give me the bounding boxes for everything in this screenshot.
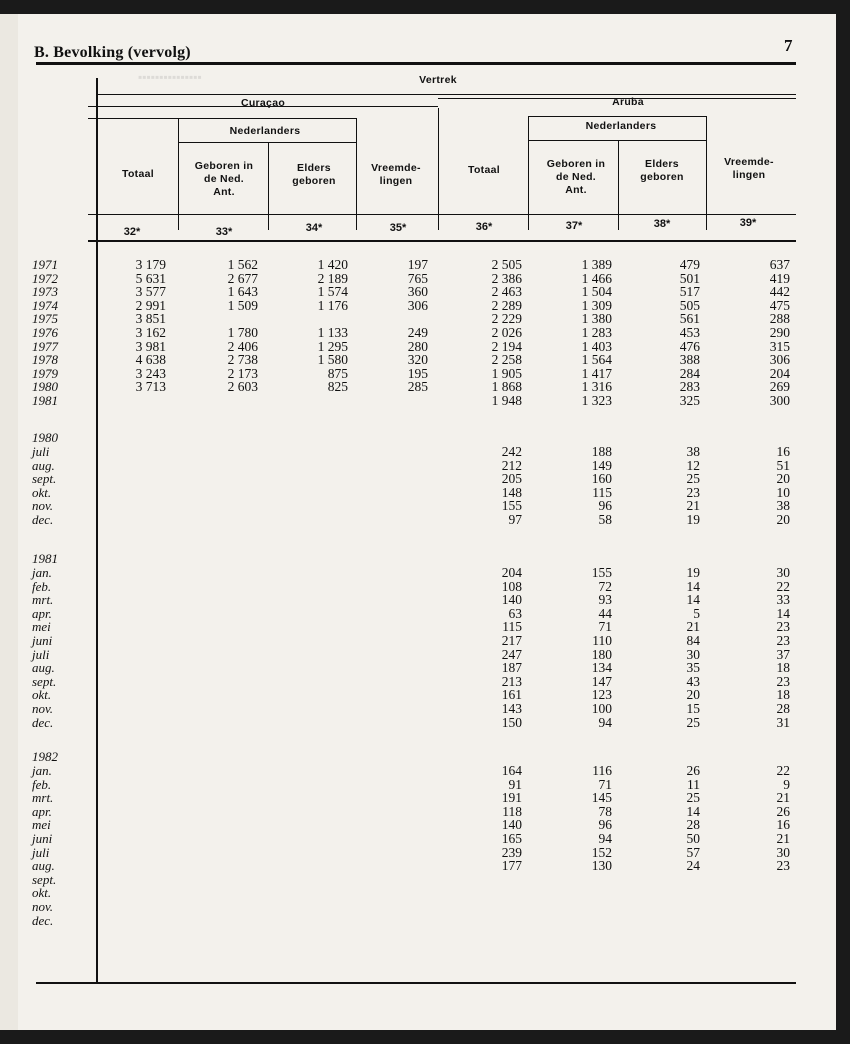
annual-col-34-cell: 1 574 bbox=[317, 284, 348, 300]
column-number-39: 39* bbox=[739, 217, 757, 229]
m1982-year-label: 1982 bbox=[32, 749, 58, 764]
m1981-col-38-cell: 30 bbox=[686, 646, 700, 662]
m1980-col-37-cell: 58 bbox=[598, 512, 612, 527]
m1981-col-39-cell: 31 bbox=[776, 714, 790, 730]
col-divider-39 bbox=[706, 116, 707, 230]
annual-row-label: 1972 bbox=[32, 270, 58, 286]
annual-col-38-cell: 284 bbox=[679, 365, 700, 381]
annual-col-38-cell: 501 bbox=[679, 270, 700, 286]
annual-col-32-cell: 3 243 bbox=[135, 365, 166, 381]
annual-col-38-cell: 476 bbox=[679, 338, 700, 354]
m1980-col-37-cell: 96 bbox=[598, 498, 612, 514]
m1980-row-label: okt. bbox=[32, 484, 52, 500]
annual-col-39-cell: 290 bbox=[769, 325, 790, 340]
m1980-col-38-cell: 25 bbox=[686, 471, 700, 487]
m1981-col-37-cell: 155 bbox=[591, 565, 612, 580]
m1980-col-36-cell: 205 bbox=[501, 471, 522, 487]
m1982-col-38-cell: 14 bbox=[686, 803, 700, 819]
annual-col-36-cell: 2 463 bbox=[491, 284, 522, 300]
annual-col-38-cell: 453 bbox=[679, 325, 700, 340]
m1982-col-39-cell: 30 bbox=[776, 844, 790, 860]
m1981-row-label: jan. bbox=[32, 565, 52, 580]
annual-col-37-cell: 1 417 bbox=[581, 365, 612, 381]
m1981-col-37-cell: 147 bbox=[591, 673, 612, 689]
m1981-row-label: juli bbox=[32, 646, 50, 662]
annual-col-33-cell: 1 509 bbox=[227, 297, 258, 313]
m1982-col-36-cell: 164 bbox=[501, 763, 522, 778]
annual-col-37-cell: 1 283 bbox=[581, 325, 612, 340]
annual-row-label: 1975 bbox=[32, 311, 58, 327]
annual-col-35-cell: 197 bbox=[407, 257, 428, 272]
column-number-37: 37* bbox=[565, 220, 583, 232]
nl-curacao-rule bbox=[88, 118, 356, 119]
annual-col-36-cell: 1 868 bbox=[491, 379, 522, 395]
annual-col-36-cell: 2 026 bbox=[491, 325, 522, 340]
m1980-col-39-cell: 51 bbox=[776, 457, 790, 473]
m1981-col-37-cell: 134 bbox=[591, 660, 612, 676]
m1981-row-label: aug. bbox=[32, 660, 55, 676]
m1981-col-39-cell: 37 bbox=[776, 646, 790, 662]
annual-col-37-cell: 1 380 bbox=[581, 311, 612, 327]
annual-col-39-cell: 637 bbox=[769, 257, 790, 272]
m1982-col-38-cell: 24 bbox=[686, 858, 700, 874]
m1981-col-39-cell: 23 bbox=[776, 633, 790, 648]
m1981-col-39-cell: 28 bbox=[776, 701, 790, 716]
m1982-col-39-cell: 26 bbox=[776, 803, 790, 819]
header-geboren-curacao: Geboren in de Ned. Ant. bbox=[194, 160, 254, 198]
m1982-col-38-cell: 25 bbox=[686, 790, 700, 806]
column-number-34: 34* bbox=[305, 222, 323, 234]
annual-col-35-cell: 249 bbox=[407, 325, 428, 340]
m1982-row-label: sept. bbox=[32, 871, 57, 887]
m1981-col-37-cell: 71 bbox=[598, 619, 612, 635]
annual-col-37-cell: 1 389 bbox=[581, 257, 612, 272]
header-totaal-curacao: Totaal bbox=[122, 168, 154, 180]
annual-col-35-cell: 320 bbox=[407, 352, 428, 368]
m1982-row-label: mrt. bbox=[32, 790, 54, 806]
m1981-row-label: feb. bbox=[32, 578, 52, 594]
m1980-row-label: sept. bbox=[32, 471, 57, 487]
annual-col-33-cell: 1 780 bbox=[227, 325, 258, 340]
header-vreemdelingen-aruba: Vreemde- lingen bbox=[724, 156, 774, 181]
annual-col-36-cell: 2 505 bbox=[491, 257, 522, 272]
m1981-row-label: okt. bbox=[32, 687, 52, 703]
m1982-row-label: dec. bbox=[32, 912, 54, 928]
annual-col-37-cell: 1 316 bbox=[581, 379, 612, 395]
m1982-col-37-cell: 78 bbox=[598, 803, 612, 819]
m1982-row-label: apr. bbox=[32, 803, 52, 819]
m1981-col-36-cell: 217 bbox=[501, 633, 522, 648]
m1980-year-label: 1980 bbox=[32, 430, 58, 445]
m1981-col-37-cell: 44 bbox=[598, 605, 612, 621]
column-number-rule bbox=[88, 240, 796, 242]
m1982-col-38-cell: 11 bbox=[687, 776, 700, 792]
header-elders-aruba: Elders geboren bbox=[640, 158, 684, 183]
annual-col-32-cell: 3 179 bbox=[135, 257, 166, 272]
show-through-text: ▪▪▪▪▪▪▪▪▪▪▪▪▪▪▪ bbox=[138, 70, 202, 84]
annual-col-33-cell: 2 406 bbox=[227, 338, 258, 354]
m1981-col-39-cell: 14 bbox=[776, 605, 790, 621]
m1982-col-37-cell: 130 bbox=[591, 858, 612, 874]
column-number-32: 32* bbox=[123, 226, 141, 238]
m1980-col-39-cell: 20 bbox=[776, 512, 790, 527]
m1980-col-39-cell: 38 bbox=[776, 498, 790, 514]
m1982-row-label: juli bbox=[32, 844, 50, 860]
m1981-col-39-cell: 23 bbox=[776, 619, 790, 635]
annual-col-39-cell: 306 bbox=[769, 352, 790, 368]
m1980-row-label: aug. bbox=[32, 457, 55, 473]
m1981-col-36-cell: 204 bbox=[501, 565, 522, 580]
m1982-col-39-cell: 9 bbox=[783, 776, 790, 792]
m1981-col-37-cell: 72 bbox=[598, 578, 612, 594]
annual-col-34-cell: 1 176 bbox=[317, 297, 348, 313]
annual-col-39-cell: 269 bbox=[769, 379, 790, 395]
m1982-col-37-cell: 152 bbox=[591, 844, 612, 860]
m1982-col-36-cell: 177 bbox=[501, 858, 522, 874]
m1980-col-37-cell: 115 bbox=[592, 484, 612, 500]
m1982-row-label: okt. bbox=[32, 885, 52, 901]
m1981-col-38-cell: 84 bbox=[686, 633, 700, 648]
bottom-rule bbox=[36, 982, 796, 984]
m1980-col-38-cell: 38 bbox=[686, 444, 700, 459]
annual-col-39-cell: 419 bbox=[769, 270, 790, 286]
m1982-col-36-cell: 140 bbox=[501, 817, 522, 833]
m1981-col-39-cell: 33 bbox=[776, 592, 790, 608]
m1982-col-38-cell: 28 bbox=[686, 817, 700, 833]
m1981-col-36-cell: 140 bbox=[501, 592, 522, 608]
m1982-row-label: mei bbox=[32, 817, 51, 833]
annual-col-34-cell: 875 bbox=[327, 365, 348, 381]
column-number-38: 38* bbox=[653, 218, 671, 230]
annual-col-38-cell: 325 bbox=[679, 393, 700, 408]
column-number-33: 33* bbox=[215, 226, 233, 238]
m1982-col-38-cell: 50 bbox=[686, 831, 700, 846]
annual-col-35-cell: 285 bbox=[407, 379, 428, 395]
annual-col-34-cell: 1 295 bbox=[317, 338, 348, 354]
m1981-col-37-cell: 94 bbox=[598, 714, 612, 730]
m1981-col-39-cell: 22 bbox=[776, 578, 790, 594]
annual-col-34-cell: 825 bbox=[327, 379, 348, 395]
m1982-row-label: aug. bbox=[32, 858, 55, 874]
col-divider-34 bbox=[268, 142, 269, 230]
annual-col-38-cell: 283 bbox=[679, 379, 700, 395]
annual-col-37-cell: 1 323 bbox=[581, 393, 612, 408]
m1981-row-label: juni bbox=[32, 633, 53, 648]
m1982-col-38-cell: 26 bbox=[686, 763, 700, 778]
m1981-col-36-cell: 161 bbox=[501, 687, 522, 703]
m1981-row-label: mrt. bbox=[32, 592, 54, 608]
annual-col-32-cell: 2 991 bbox=[135, 297, 166, 313]
m1982-col-37-cell: 96 bbox=[598, 817, 612, 833]
annual-row-label: 1976 bbox=[32, 325, 58, 340]
m1981-col-38-cell: 5 bbox=[693, 605, 700, 621]
page-number: 7 bbox=[784, 36, 793, 55]
annual-col-37-cell: 1 466 bbox=[581, 270, 612, 286]
annual-col-33-cell: 1 562 bbox=[227, 257, 258, 272]
annual-col-35-cell: 306 bbox=[407, 297, 428, 313]
m1981-col-36-cell: 108 bbox=[501, 578, 522, 594]
m1981-col-38-cell: 14 bbox=[686, 592, 700, 608]
annual-col-35-cell: 765 bbox=[407, 270, 428, 286]
m1980-col-36-cell: 148 bbox=[501, 484, 522, 500]
annual-col-38-cell: 561 bbox=[679, 311, 700, 327]
nl-aruba-rule bbox=[528, 116, 706, 117]
m1981-col-36-cell: 213 bbox=[501, 673, 522, 689]
annual-row-label: 1978 bbox=[32, 352, 58, 368]
document-page bbox=[18, 14, 836, 1030]
m1980-col-39-cell: 16 bbox=[776, 444, 790, 459]
m1981-col-39-cell: 30 bbox=[776, 565, 790, 580]
annual-col-38-cell: 505 bbox=[679, 297, 700, 313]
nl-curacao-sub-rule bbox=[178, 142, 356, 143]
section-title: B. Bevolking (vervolg) bbox=[34, 44, 191, 61]
m1980-col-39-cell: 20 bbox=[776, 471, 790, 487]
m1982-col-37-cell: 94 bbox=[598, 831, 612, 846]
m1982-col-36-cell: 118 bbox=[502, 803, 522, 819]
annual-col-32-cell: 5 631 bbox=[135, 270, 166, 286]
curacao-aruba-divider bbox=[438, 108, 439, 230]
m1982-col-39-cell: 21 bbox=[776, 831, 790, 846]
m1982-row-label: feb. bbox=[32, 776, 52, 792]
annual-col-37-cell: 1 504 bbox=[581, 284, 612, 300]
annual-col-36-cell: 2 229 bbox=[491, 311, 522, 327]
annual-col-39-cell: 442 bbox=[769, 284, 790, 300]
m1980-col-37-cell: 149 bbox=[591, 457, 612, 473]
m1981-col-39-cell: 18 bbox=[776, 660, 790, 676]
column-number-36: 36* bbox=[475, 221, 493, 233]
col-divider-37 bbox=[528, 116, 529, 230]
m1980-col-38-cell: 12 bbox=[686, 457, 700, 473]
m1980-col-39-cell: 10 bbox=[776, 484, 790, 500]
annual-row-label: 1971 bbox=[32, 257, 58, 272]
m1980-col-36-cell: 97 bbox=[508, 512, 522, 527]
annual-col-36-cell: 2 386 bbox=[491, 270, 522, 286]
m1981-row-label: mei bbox=[32, 619, 51, 635]
annual-col-32-cell: 3 577 bbox=[135, 284, 166, 300]
m1981-col-36-cell: 247 bbox=[501, 646, 522, 662]
vertrek-rule bbox=[98, 94, 796, 95]
annual-col-36-cell: 1 948 bbox=[491, 393, 522, 408]
annual-col-34-cell: 1 580 bbox=[317, 352, 348, 368]
header-vreemdelingen-curacao: Vreemde- lingen bbox=[371, 162, 421, 187]
header-nederlanders-aruba: Nederlanders bbox=[585, 120, 657, 132]
top-rule bbox=[36, 62, 796, 65]
m1981-col-37-cell: 123 bbox=[591, 687, 612, 703]
header-curacao: Curaçao bbox=[240, 97, 286, 109]
annual-col-35-cell: 360 bbox=[407, 284, 428, 300]
m1981-col-38-cell: 19 bbox=[686, 565, 700, 580]
annual-row-label: 1974 bbox=[32, 297, 58, 313]
m1981-col-36-cell: 187 bbox=[501, 660, 522, 676]
annual-col-32-cell: 3 851 bbox=[135, 311, 166, 327]
m1981-col-38-cell: 14 bbox=[686, 578, 700, 594]
m1982-col-39-cell: 23 bbox=[776, 858, 790, 874]
annual-col-32-cell: 3 162 bbox=[135, 325, 166, 340]
annual-col-32-cell: 4 638 bbox=[135, 352, 166, 368]
annual-col-32-cell: 3 981 bbox=[135, 338, 166, 354]
annual-row-label: 1979 bbox=[32, 365, 58, 381]
m1980-col-38-cell: 19 bbox=[686, 512, 700, 527]
m1982-col-39-cell: 21 bbox=[776, 790, 790, 806]
m1982-col-39-cell: 16 bbox=[776, 817, 790, 833]
annual-row-label: 1973 bbox=[32, 284, 58, 300]
m1982-col-37-cell: 145 bbox=[591, 790, 612, 806]
annual-col-33-cell: 2 738 bbox=[227, 352, 258, 368]
annual-col-38-cell: 517 bbox=[679, 284, 700, 300]
header-totaal-aruba: Totaal bbox=[468, 164, 500, 176]
m1981-col-37-cell: 93 bbox=[598, 592, 612, 608]
annual-col-39-cell: 288 bbox=[769, 311, 790, 327]
m1980-col-36-cell: 212 bbox=[501, 457, 522, 473]
m1981-col-37-cell: 180 bbox=[591, 646, 612, 662]
m1982-col-37-cell: 71 bbox=[598, 776, 612, 792]
annual-col-33-cell: 2 603 bbox=[227, 379, 258, 395]
annual-col-38-cell: 388 bbox=[679, 352, 700, 368]
m1981-col-37-cell: 110 bbox=[592, 633, 612, 648]
annual-col-39-cell: 315 bbox=[769, 338, 790, 354]
m1982-col-36-cell: 191 bbox=[501, 790, 522, 806]
m1981-col-36-cell: 143 bbox=[501, 701, 522, 716]
m1980-col-37-cell: 160 bbox=[591, 471, 612, 487]
m1981-col-38-cell: 15 bbox=[686, 701, 700, 716]
m1980-col-36-cell: 155 bbox=[501, 498, 522, 514]
header-bottom-rule bbox=[88, 214, 796, 215]
annual-col-33-cell: 2 677 bbox=[227, 270, 258, 286]
annual-col-39-cell: 475 bbox=[769, 297, 790, 313]
annual-row-label: 1981 bbox=[32, 393, 58, 408]
m1981-row-label: sept. bbox=[32, 673, 57, 689]
m1982-col-39-cell: 22 bbox=[776, 763, 790, 778]
annual-row-label: 1980 bbox=[32, 379, 58, 395]
m1981-col-38-cell: 43 bbox=[686, 673, 700, 689]
annual-col-37-cell: 1 403 bbox=[581, 338, 612, 354]
m1981-col-38-cell: 20 bbox=[686, 687, 700, 703]
annual-col-39-cell: 204 bbox=[769, 365, 790, 381]
annual-col-37-cell: 1 564 bbox=[581, 352, 612, 368]
annual-col-34-cell: 1 133 bbox=[317, 325, 348, 340]
annual-col-36-cell: 1 905 bbox=[491, 365, 522, 381]
m1982-col-36-cell: 91 bbox=[508, 776, 522, 792]
m1982-col-37-cell: 116 bbox=[592, 763, 612, 778]
m1982-col-36-cell: 239 bbox=[501, 844, 522, 860]
header-nederlanders-curacao: Nederlanders bbox=[229, 125, 301, 137]
m1981-col-36-cell: 150 bbox=[501, 714, 522, 730]
annual-col-38-cell: 479 bbox=[679, 257, 700, 272]
m1982-row-label: nov. bbox=[32, 899, 54, 914]
nl-aruba-sub-rule bbox=[528, 140, 706, 141]
m1981-col-38-cell: 21 bbox=[686, 619, 700, 635]
m1981-col-36-cell: 63 bbox=[508, 605, 522, 621]
m1981-col-38-cell: 35 bbox=[686, 660, 700, 676]
annual-col-36-cell: 2 194 bbox=[491, 338, 522, 354]
m1980-row-label: dec. bbox=[32, 512, 54, 527]
annual-row-label: 1977 bbox=[32, 338, 58, 354]
header-geboren-aruba: Geboren in de Ned. Ant. bbox=[546, 158, 606, 196]
m1981-row-label: apr. bbox=[32, 605, 52, 621]
annual-col-34-cell: 2 189 bbox=[317, 270, 348, 286]
annual-col-33-cell: 1 643 bbox=[227, 284, 258, 300]
col-divider-38 bbox=[618, 140, 619, 230]
annual-col-34-cell: 1 420 bbox=[317, 257, 348, 272]
m1980-row-label: juli bbox=[32, 444, 50, 459]
m1982-row-label: jan. bbox=[32, 763, 52, 778]
m1980-row-label: nov. bbox=[32, 498, 54, 514]
header-vertrek: Vertrek bbox=[419, 74, 457, 86]
m1981-col-36-cell: 115 bbox=[502, 619, 522, 635]
m1982-col-38-cell: 57 bbox=[686, 844, 700, 860]
m1981-row-label: dec. bbox=[32, 714, 54, 730]
annual-col-33-cell: 2 173 bbox=[227, 365, 258, 381]
annual-col-37-cell: 1 309 bbox=[581, 297, 612, 313]
annual-col-39-cell: 300 bbox=[769, 393, 790, 408]
annual-col-35-cell: 195 bbox=[407, 365, 428, 381]
m1982-col-36-cell: 165 bbox=[501, 831, 522, 846]
m1981-col-39-cell: 18 bbox=[776, 687, 790, 703]
m1981-row-label: nov. bbox=[32, 701, 54, 716]
annual-col-36-cell: 2 258 bbox=[491, 352, 522, 368]
m1981-year-label: 1981 bbox=[32, 551, 58, 566]
m1980-col-38-cell: 21 bbox=[686, 498, 700, 514]
annual-col-32-cell: 3 713 bbox=[135, 379, 166, 395]
m1980-col-37-cell: 188 bbox=[591, 444, 612, 459]
header-elders-curacao: Elders geboren bbox=[292, 162, 336, 187]
m1981-col-39-cell: 23 bbox=[776, 673, 790, 689]
annual-col-35-cell: 280 bbox=[407, 338, 428, 354]
m1982-row-label: juni bbox=[32, 831, 53, 846]
m1981-col-38-cell: 25 bbox=[686, 714, 700, 730]
header-aruba: Aruba bbox=[612, 96, 644, 108]
m1981-col-37-cell: 100 bbox=[591, 701, 612, 716]
annual-col-36-cell: 2 289 bbox=[491, 297, 522, 313]
m1980-col-36-cell: 242 bbox=[501, 444, 522, 459]
column-number-35: 35* bbox=[389, 222, 407, 234]
m1980-col-38-cell: 23 bbox=[686, 484, 700, 500]
